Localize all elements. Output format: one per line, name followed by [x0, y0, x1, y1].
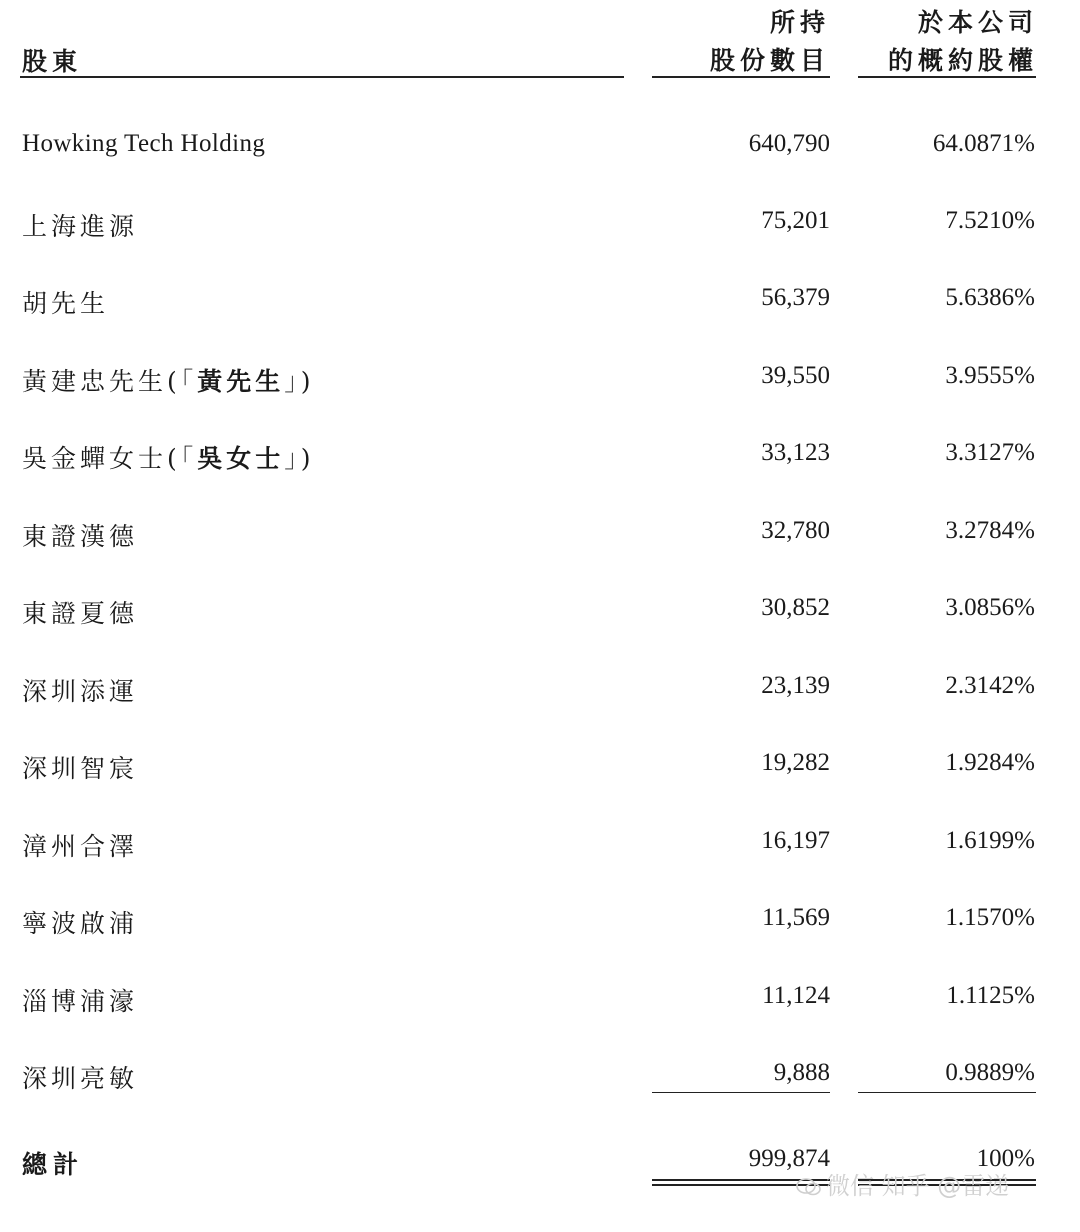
subtotal-rule-shares [652, 1092, 830, 1093]
shares-held: 11,124 [762, 982, 830, 1009]
shareholder-name: 深圳添運 [22, 677, 139, 706]
shareholding-percent: 3.9555% [945, 362, 1035, 389]
shareholder-name: Howking Tech Holding [22, 130, 266, 157]
shareholder-name: 淄博浦濠 [22, 987, 139, 1016]
shares-held: 11,569 [762, 904, 830, 931]
watermark [796, 1166, 1009, 1201]
shareholder-name [22, 362, 315, 398]
header-shares-line2: 股份數目 [709, 46, 830, 75]
shareholder-name: 漳州合澤 [22, 832, 139, 861]
shareholding-percent: 1.1570% [945, 904, 1035, 931]
table-row [0, 207, 1080, 247]
shareholder-name-full: 吳金蟬女士(「 [22, 444, 198, 473]
header-approx-shareholding [888, 4, 1038, 80]
total-percent: 100% [976, 1145, 1035, 1172]
table-row [0, 982, 1080, 1022]
shareholding-percent: 1.1125% [946, 982, 1035, 1009]
header-rule-shareholder [20, 76, 624, 78]
table-row [0, 284, 1080, 324]
header-pct-line1: 於本公司 [917, 8, 1038, 37]
table-row [0, 827, 1080, 867]
shareholder-name [22, 439, 315, 475]
table-row [0, 362, 1080, 402]
shareholder-name: 東證夏德 [22, 599, 139, 628]
shareholder-name-short: 黃先生 [197, 367, 285, 396]
header-rule-shares [652, 76, 830, 78]
shares-held: 75,201 [761, 207, 830, 234]
table-row [0, 594, 1080, 634]
shareholder-name: 東證漢德 [22, 522, 139, 551]
shareholding-percent: 1.6199% [945, 827, 1035, 854]
shareholder-name: 寧波啟浦 [22, 909, 139, 938]
shareholder-name: 深圳智宸 [22, 754, 139, 783]
table-row [0, 672, 1080, 712]
shareholding-percent: 3.3127% [945, 439, 1035, 466]
table-row [0, 749, 1080, 789]
shareholding-percent: 2.3142% [945, 672, 1035, 699]
shareholding-percent: 1.9284% [945, 749, 1035, 776]
shares-held: 39,550 [761, 362, 830, 389]
table-row [0, 439, 1080, 479]
shareholder-name-close: 」) [284, 367, 315, 396]
shares-held: 56,379 [761, 284, 830, 311]
shares-held: 30,852 [761, 594, 830, 621]
shareholder-name: 上海進源 [22, 212, 139, 241]
wechat-icon [796, 1177, 822, 1197]
watermark-text: 微信 知乎 @雷递 [826, 1172, 1010, 1200]
shareholding-percent: 3.2784% [945, 517, 1035, 544]
shares-held: 23,139 [761, 672, 830, 699]
shareholding-percent: 0.9889% [945, 1059, 1035, 1086]
header-shareholder: 股東 [22, 47, 83, 76]
shares-held: 19,282 [761, 749, 830, 776]
table-row [0, 904, 1080, 944]
shareholder-name-full: 黃建忠先生(「 [22, 367, 198, 396]
shareholding-percent: 64.0871% [932, 130, 1035, 157]
shares-held: 640,790 [748, 130, 830, 157]
shares-held: 32,780 [761, 517, 830, 544]
subtotal-rule-pct [858, 1092, 1036, 1093]
table-row [0, 1059, 1080, 1099]
shareholder-name-short: 吳女士 [197, 444, 285, 473]
shareholder-name: 深圳亮敏 [22, 1064, 139, 1093]
header-shares-held [710, 4, 830, 80]
shares-held: 16,197 [761, 827, 830, 854]
shares-held: 9,888 [773, 1059, 830, 1086]
table-row [0, 130, 1080, 170]
shareholding-percent: 5.6386% [945, 284, 1035, 311]
header-pct-line2: 的概約股權 [887, 46, 1038, 75]
shareholding-percent: 7.5210% [945, 207, 1035, 234]
header-rule-pct [858, 76, 1036, 78]
shares-held: 33,123 [761, 439, 830, 466]
total-shares: 999,874 [748, 1145, 830, 1172]
shareholding-percent: 3.0856% [945, 594, 1035, 621]
shareholder-name-close: 」) [284, 444, 315, 473]
shareholder-name: 胡先生 [22, 289, 110, 318]
total-label: 總計 [22, 1150, 85, 1179]
table-row [0, 517, 1080, 557]
header-shares-line1: 所持 [769, 8, 830, 37]
